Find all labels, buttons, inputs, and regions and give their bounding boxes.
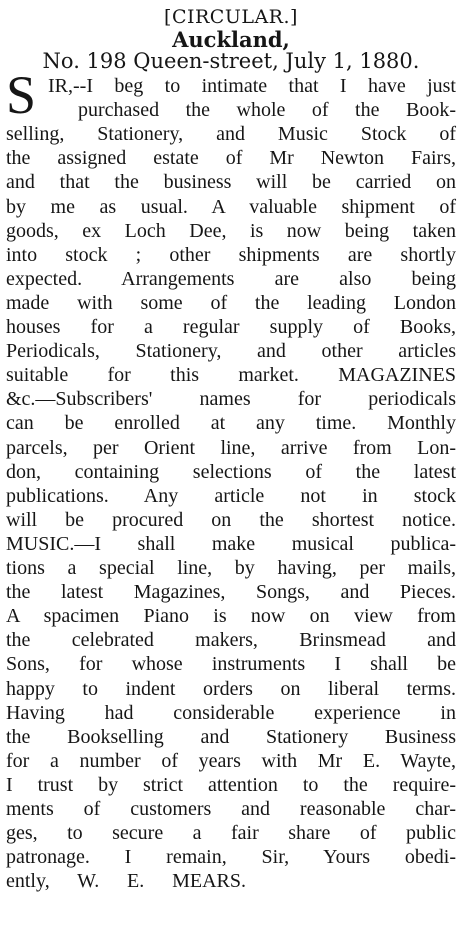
- city-heading: Auckland,: [172, 27, 290, 52]
- body-line: the assigned estate of Mr Newton Fairs,: [6, 147, 456, 170]
- body-line: parcels, per Orient line, arrive from Lon-: [6, 436, 456, 459]
- body-line: the Bookselling and Stationery Business: [6, 725, 456, 748]
- body-line: I trust by strict attention to the require-: [6, 773, 456, 796]
- body-line: &c.—Subscribers' names for periodicals: [6, 388, 456, 411]
- body-line: MUSIC.—I shall make musical publica-: [6, 532, 456, 555]
- body-line: suitable for this market. MAGAZINES: [6, 364, 456, 387]
- body-line: the celebrated makers, Brinsmead and: [6, 629, 456, 652]
- body-line: happy to indent orders on liberal terms.: [6, 677, 456, 700]
- body-line: by me as usual. A valuable shipment of: [6, 195, 456, 218]
- body-line: Having had considerable experience in: [6, 701, 456, 724]
- body-line: patronage. I remain, Sir, Yours obedi-: [6, 846, 456, 869]
- body-line: purchased the whole of the Book-: [78, 99, 456, 122]
- body-line: publications. Any article not in stock: [6, 484, 456, 507]
- body-line: A spacimen Piano is now on view from: [6, 605, 456, 628]
- body-line: into stock ; other shipments are shortly: [6, 243, 456, 266]
- body-line: Sons, for whose instruments I shall be: [6, 653, 456, 676]
- circular-label: [CIRCULAR.]: [164, 6, 298, 28]
- body-line: tions a special line, by having, per mails,: [6, 557, 456, 579]
- body-line: for a number of years with Mr E. Wayte,: [6, 749, 456, 772]
- body-line: selling, Stationery, and Music Stock of: [6, 123, 456, 146]
- body-line: ently, W. E. MEARS.: [6, 870, 246, 893]
- body-line: ges, to secure a fair share of public: [6, 822, 456, 845]
- body-line: and that the business will be carried on: [6, 171, 456, 194]
- body-line: goods, ex Loch Dee, is now being taken: [6, 219, 456, 242]
- body-line: expected. Arrangements are also being: [6, 267, 456, 290]
- body-line: will be procured on the shortest notice.: [6, 508, 456, 531]
- dateline: No. 198 Queen-street, July 1, 1880.: [42, 49, 420, 73]
- body-line: Periodicals, Stationery, and other articles: [6, 340, 456, 363]
- drop-cap: S: [6, 65, 37, 125]
- body-line: IR,--I beg to intimate that I have just: [48, 75, 456, 97]
- body-line: ments of customers and reasonable char-: [6, 798, 456, 820]
- body-line: the latest Magazines, Songs, and Pieces.: [6, 581, 456, 604]
- body-line: can be enrolled at any time. Monthly: [6, 412, 456, 435]
- body-line: don, containing selections of the latest: [6, 460, 456, 483]
- body-line: houses for a regular supply of Books,: [6, 316, 456, 338]
- body-line: made with some of the leading London: [6, 291, 456, 314]
